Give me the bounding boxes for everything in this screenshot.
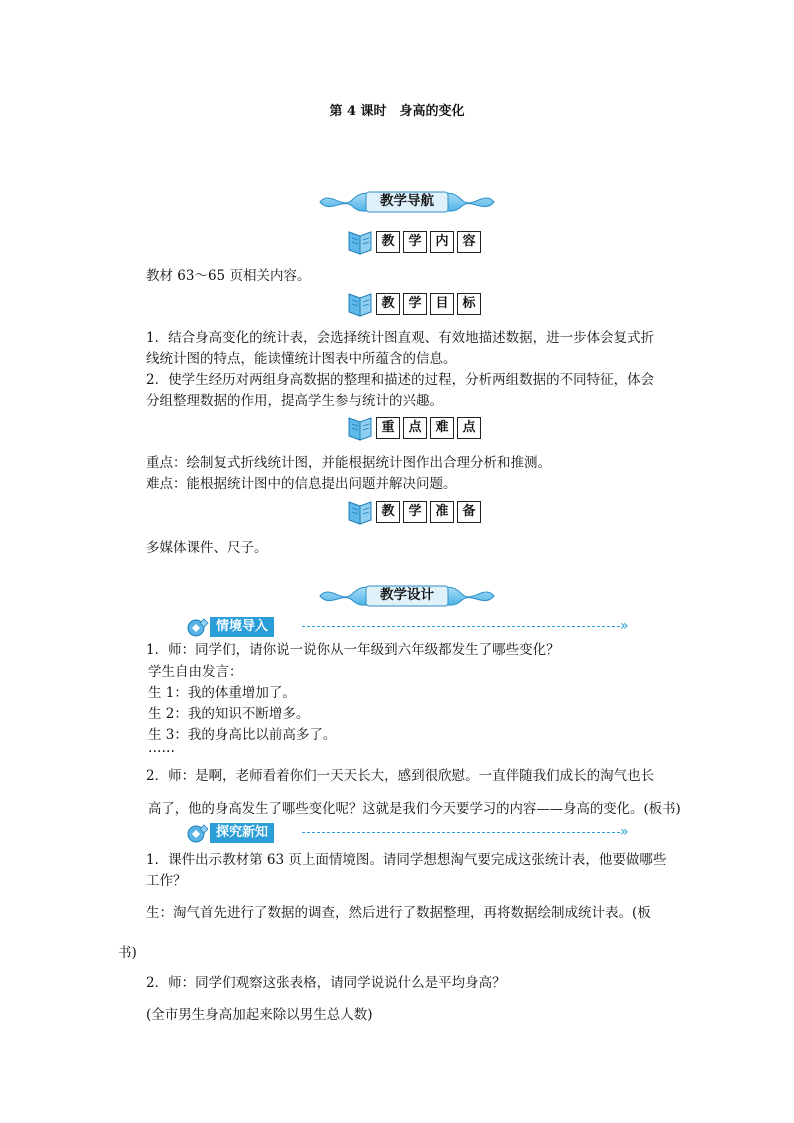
double-chevron-right-icon: »	[620, 824, 629, 840]
explore-line: 1．课件出示教材第 63 页上面情境图。请同学想想淘气要完成这张统计表，他要做哪些	[146, 852, 667, 868]
header-char: 标	[457, 293, 481, 315]
keypoint-line: 难点：能根据统计图中的信息提出问题并解决问题。	[146, 476, 457, 492]
header-char: 目	[430, 293, 454, 315]
subheader-intro	[186, 616, 638, 638]
spark-icon	[186, 822, 212, 844]
goal-line: 1．结合身高变化的统计表，会选择统计图直观、有效地描述数据，进一步体会复式折	[146, 330, 655, 346]
banner-label: 教学导航	[380, 193, 434, 209]
subheader-explore	[186, 822, 638, 844]
spark-icon	[186, 616, 212, 638]
header-char: 教	[376, 501, 400, 523]
prep-text: 多媒体课件、尺子。	[146, 540, 268, 556]
book-icon	[346, 500, 374, 526]
intro-line: 生 3：我的身高比以前高多了。	[148, 727, 337, 743]
header-char: 教	[376, 293, 400, 315]
header-char: 难	[430, 417, 454, 439]
banner-teaching-design	[316, 580, 498, 612]
content-text: 教材 63～65 页相关内容。	[146, 268, 311, 284]
header-char: 容	[457, 231, 481, 253]
header-char: 教	[376, 231, 400, 253]
header-char: 点	[403, 417, 427, 439]
explore-line: (全市男生身高加起来除以男生总人数)	[146, 1007, 373, 1023]
intro-line: 生 1：我的体重增加了。	[148, 685, 296, 701]
subheader-label: 探究新知	[210, 823, 274, 843]
book-icon	[346, 292, 374, 318]
header-char: 学	[403, 293, 427, 315]
dashed-divider	[302, 832, 620, 833]
explore-line: 书)	[118, 945, 137, 961]
dashed-divider	[302, 626, 620, 627]
subheader-label: 情境导入	[210, 617, 274, 637]
header-char: 备	[457, 501, 481, 523]
page-title: 第 4 课时 身高的变化	[329, 104, 465, 119]
intro-line: ……	[148, 740, 175, 756]
intro-line: 学生自由发言：	[148, 664, 243, 680]
book-icon	[346, 230, 374, 256]
intro-line: 生 2：我的知识不断增多。	[148, 706, 310, 722]
header-char: 学	[403, 501, 427, 523]
header-char: 点	[457, 417, 481, 439]
header-char: 重	[376, 417, 400, 439]
intro-line: 2．师：是啊，老师看着你们一天天长大，感到很欣慰。一直伴随我们成长的淘气也长	[146, 768, 655, 784]
banner-teaching-nav	[316, 186, 498, 218]
keypoint-line: 重点：绘制复式折线统计图，并能根据统计图作出合理分析和推测。	[146, 455, 551, 471]
goal-line: 2．使学生经历对两组身高数据的整理和描述的过程，分析两组数据的不同特征，体会	[146, 372, 655, 388]
intro-line: 1．师：同学们，请你说一说你从一年级到六年级都发生了哪些变化？	[146, 642, 560, 658]
explore-line: 生：淘气首先进行了数据的调查，然后进行了数据整理，再将数据绘制成统计表。(板	[146, 905, 651, 921]
explore-line: 2．师：同学们观察这张表格，请同学说说什么是平均身高？	[146, 975, 506, 991]
banner-label: 教学设计	[380, 587, 434, 603]
book-icon	[346, 416, 374, 442]
goal-line: 分组整理数据的作用，提高学生参与统计的兴趣。	[146, 393, 443, 409]
header-char: 学	[403, 231, 427, 253]
goal-line: 线统计图的特点，能读懂统计图表中所蕴含的信息。	[146, 351, 457, 367]
explore-line: 工作？	[146, 873, 187, 889]
intro-line: 高了，他的身高发生了哪些变化呢？这就是我们今天要学习的内容——身高的变化。(板书)	[148, 802, 681, 817]
header-char: 内	[430, 231, 454, 253]
header-char: 准	[430, 501, 454, 523]
double-chevron-right-icon: »	[620, 618, 629, 634]
